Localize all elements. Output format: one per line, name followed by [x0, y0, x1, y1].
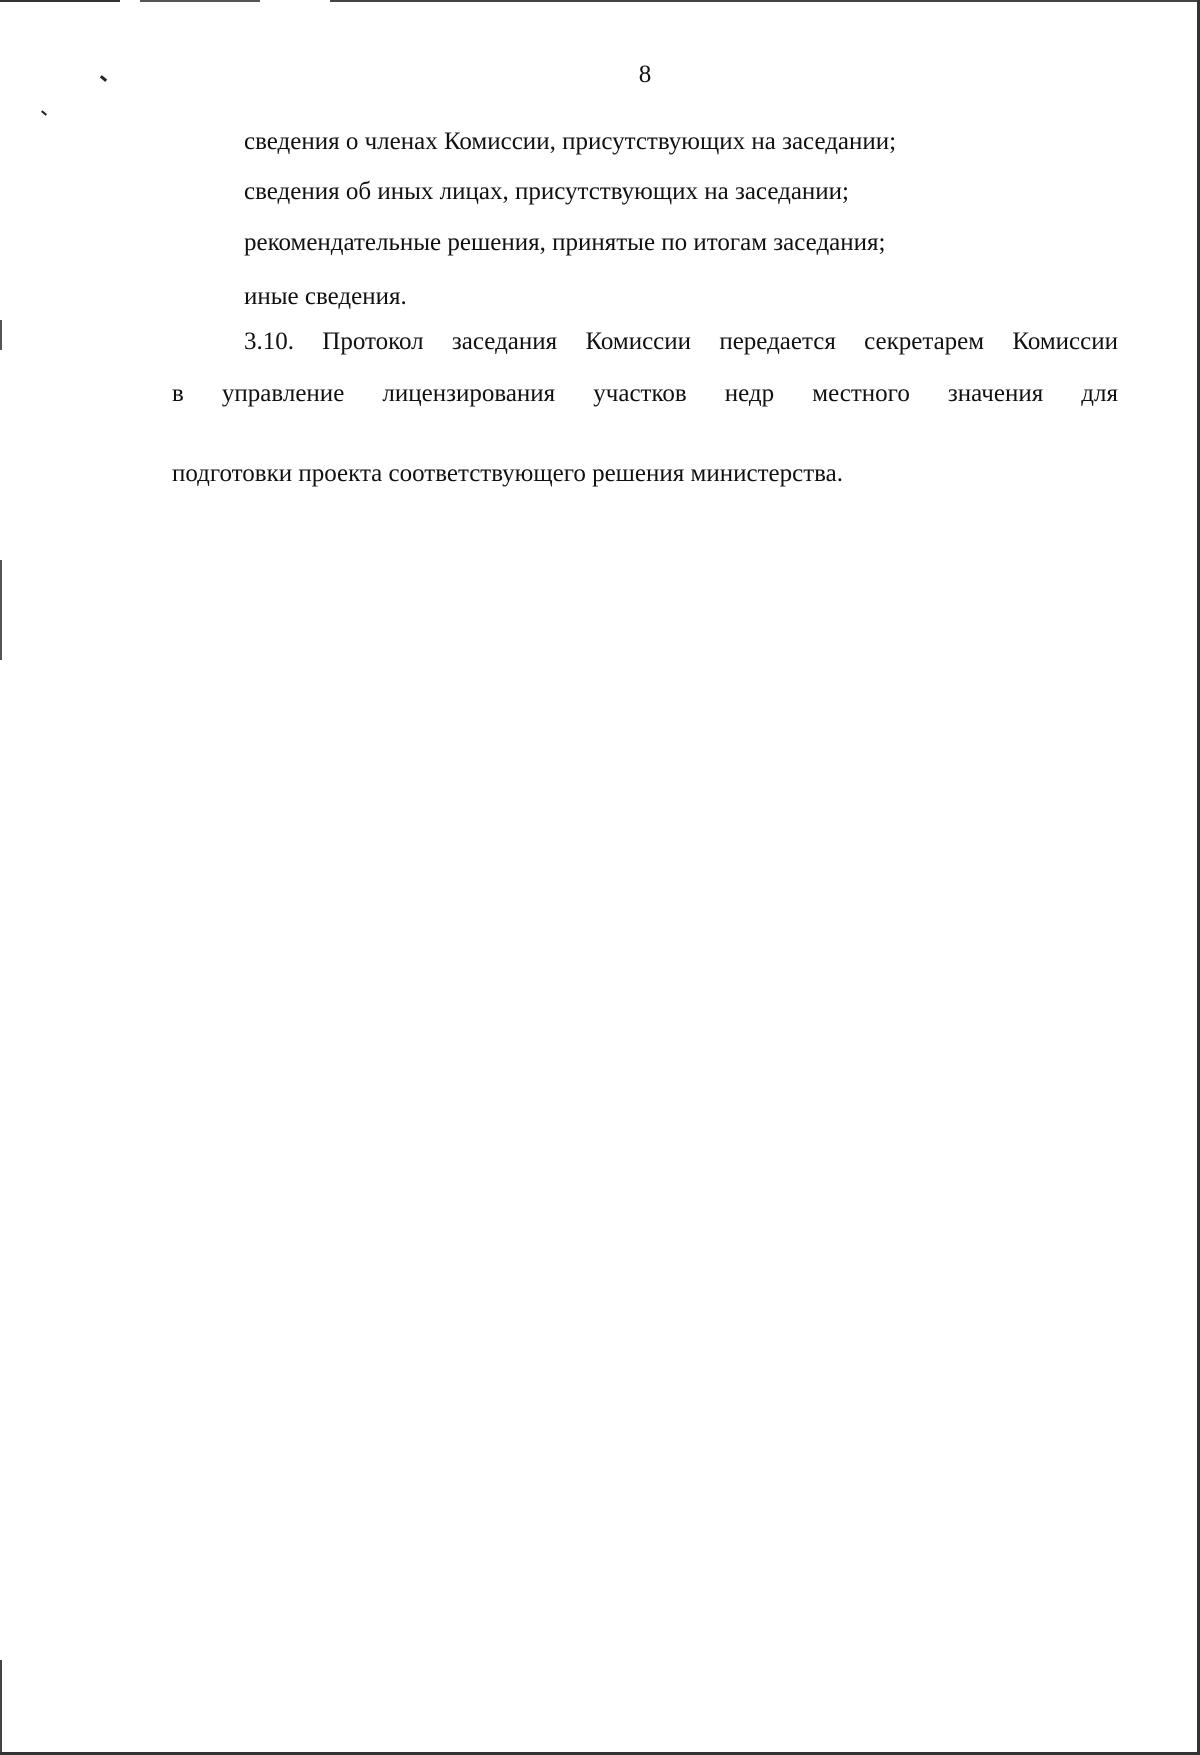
text-line-recommendations: рекомендательные решения, принятые по итогам заседания;	[244, 229, 886, 256]
page-number: 8	[638, 61, 652, 88]
text-line-other-info: иные сведения.	[244, 283, 407, 310]
paragraph-3-10-line-3: подготовки проекта соответствующего решения министерства.	[172, 460, 843, 487]
scan-edge-left	[0, 0, 2, 1755]
scan-edge-top	[0, 0, 1200, 2]
paragraph-3-10-line-1: 3.10. Протокол заседания Комиссии передается секретарем Комиссии	[244, 328, 1118, 355]
paragraph-3-10-line-2: в управление лицензирования участков недр местного значения для	[172, 380, 1118, 407]
text-line-members-info: сведения о членах Комиссии, присутствующих на заседании;	[244, 128, 897, 155]
scan-speck	[41, 110, 47, 115]
text-line-other-persons-info: сведения об иных лицах, присутствующих на заседании;	[244, 178, 849, 205]
